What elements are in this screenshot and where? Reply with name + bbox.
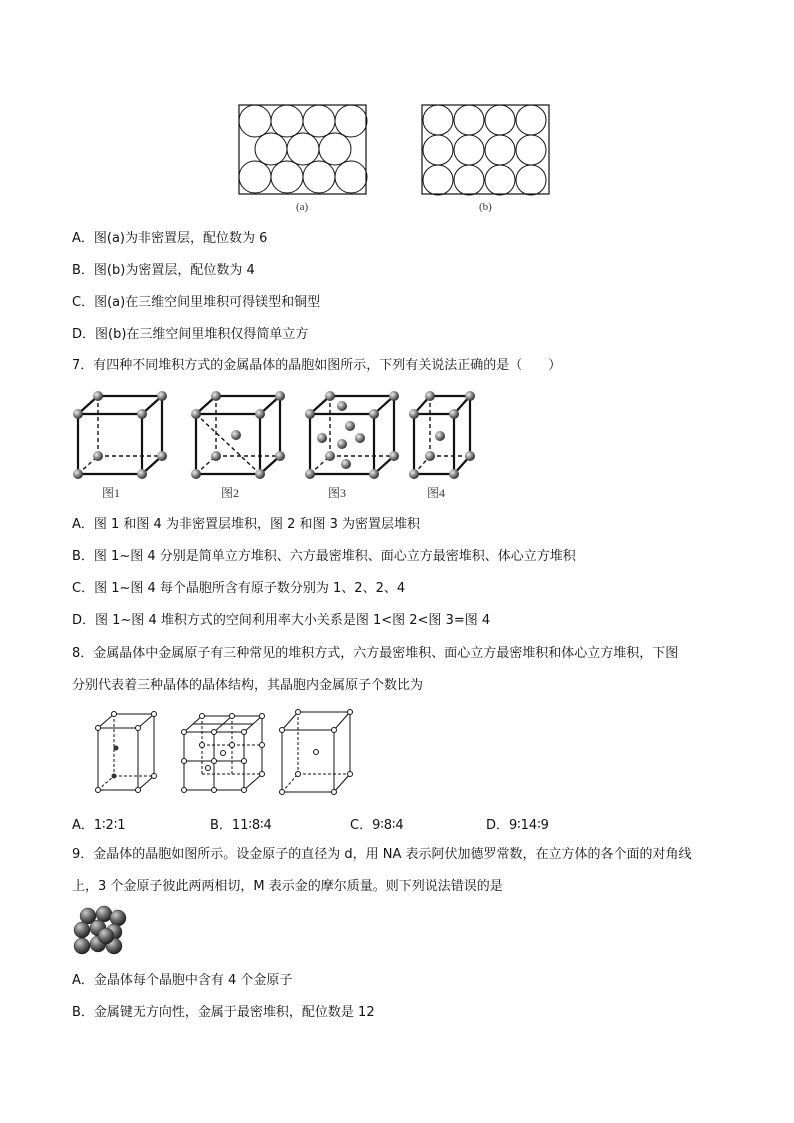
q9-option-a: A．金晶体每个晶胞中含有 4 个金原子 (72, 973, 293, 988)
q7-figure-3-label: 图3 (328, 486, 347, 500)
q8-figure-hcp (98, 714, 154, 790)
q7-figure-2-label: 图2 (221, 486, 240, 500)
figure-a-close-packed-layer (238, 104, 368, 196)
q7-stem: 7．有四种不同堆积方式的金属晶体的晶胞如图所示，下列有关说法正确的是（ ） (72, 358, 562, 373)
q6-option-d: D．图(b)在三维空间里堆积仅得简单立方 (72, 327, 309, 342)
q8-option-b: B．11∶8∶4 (210, 818, 272, 833)
q8-option-a: A．1∶2∶1 (72, 818, 126, 833)
figure-a-label: (a) (296, 201, 309, 213)
q6-option-c: C．图(a)在三维空间里堆积可得镁型和铜型 (72, 295, 321, 310)
q8-stem-line2: 分别代表着三种晶体的晶体结构，其晶胞内金属原子个数比为 (72, 678, 424, 693)
q6-option-b: B．图(b)为密置层，配位数为 4 (72, 263, 255, 278)
q8-option-c: C．9∶8∶4 (350, 818, 404, 833)
q7-figure-2-cell (191, 391, 285, 479)
q7-figure-4-label: 图4 (427, 486, 446, 500)
q7-figure-3-cell (305, 391, 399, 479)
q7-option-b: B．图 1~图 4 分别是简单立方堆积、六方最密堆积、面心立方最密堆积、体心立方堆积 (72, 549, 576, 564)
q7-option-a: A．图 1 和图 4 为非密置层堆积，图 2 和图 3 为密置层堆积 (72, 517, 421, 532)
q9-stem-line1: 9．金晶体的晶胞如图所示。设金原子的直径为 d，用 NA 表示阿伏加德罗常数，在立方体的各个面的对角线 (72, 847, 692, 862)
figure-b-label: (b) (479, 201, 492, 213)
q7-option-c: C．图 1~图 4 每个晶胞所含有原子数分别为 1、2、2、4 (72, 581, 406, 596)
q8-crystal-structure-figures (92, 708, 362, 798)
figure-b-square-layer (421, 104, 551, 196)
q7-figure-1-label: 图1 (102, 486, 121, 500)
q7-figure-4-cell (409, 391, 475, 479)
q7-figure-1-cell (78, 396, 162, 474)
q7-option-d: D．图 1~图 4 堆积方式的空间利用率大小关系是图 1<图 2<图 3=图 4 (72, 613, 491, 628)
q9-stem-line2: 上，3 个金原子彼此两两相切，M 表示金的摩尔质量。则下列说法错误的是 (72, 879, 503, 894)
q8-option-d: D．9∶14∶9 (486, 818, 549, 833)
q9-gold-unit-cell-image (72, 904, 132, 958)
q8-stem-line1: 8．金属晶体中金属原子有三种常见的堆积方式，六方最密堆积、面心立方最密堆积和体心立方堆积，下图 (72, 646, 679, 661)
q6-option-a: A．图(a)为非密置层，配位数为 6 (72, 231, 268, 246)
q9-option-b: B．金属键无方向性，金属于最密堆积，配位数是 12 (72, 1005, 375, 1020)
